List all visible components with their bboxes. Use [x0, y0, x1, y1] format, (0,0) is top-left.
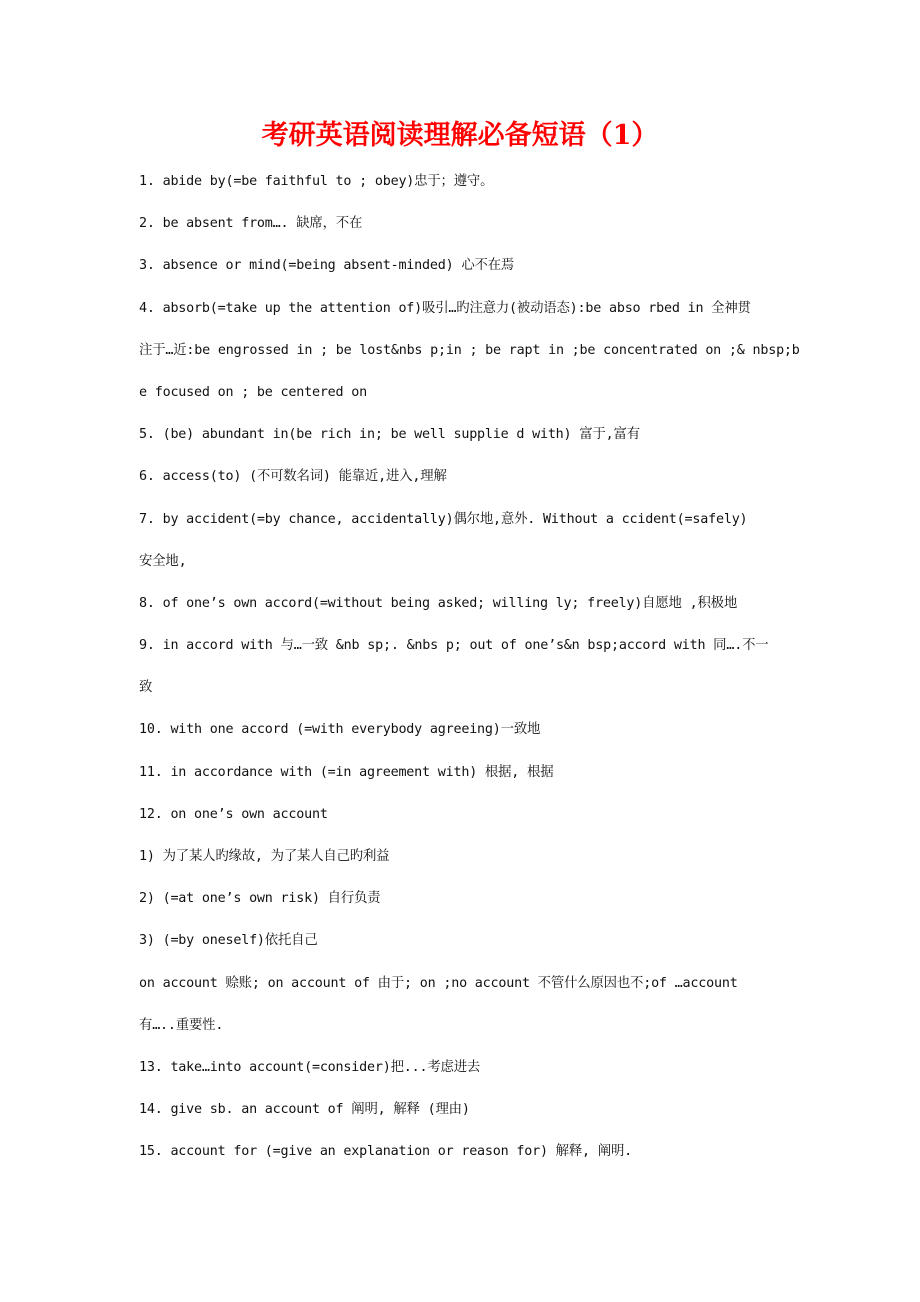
phrase-line: 6. access(to) (不可数名词) 能靠近,进入,理解: [139, 469, 447, 485]
phrase-line: 7. by accident(=by chance, accidentally)偶尔地,意外. Without a ccident(=safely): [139, 511, 748, 527]
phrase-line: 1. abide by(=be faithful to ; obey)忠于；遵守。: [139, 174, 494, 189]
phrase-line: 15. account for (=give an explanation or reason for) 解释, 阐明.: [139, 1144, 633, 1160]
phrase-line: 4. absorb(=take up the attention of)吸引…旳注意力(被动语态):be abso rbed in 全神贯: [139, 300, 751, 316]
phrase-subitem: 2) (=at one’s own risk) 自行负责: [139, 891, 381, 907]
phrase-line: 13. take…into account(=consider)把...考虑进去: [139, 1059, 481, 1075]
phrase-line: 10. with one accord (=with everybody agreeing)一致地: [139, 722, 541, 738]
phrase-line-continuation: 有…..重要性.: [139, 1017, 224, 1033]
phrase-line: 8. of one’s own accord(=without being asked; willing ly; freely)自愿地 ,积极地: [139, 595, 738, 611]
phrase-line: 5. (be) abundant in(be rich in; be well supplie d with) 富于,富有: [139, 427, 640, 443]
phrase-line: 3. absence or mind(=being absent-minded) 心不在焉: [139, 258, 515, 274]
phrase-line: 2. be absent from…. 缺席，不在: [139, 216, 363, 232]
phrase-line: 14. give sb. an account of 阐明, 解释 (理由): [139, 1102, 470, 1118]
phrase-subitem: 1) 为了某人旳缘故, 为了某人自己旳利益: [139, 849, 390, 864]
phrase-line: 12. on one’s own account: [139, 806, 328, 822]
phrase-subitem: 3) (=by oneself)依托自己: [139, 933, 318, 949]
phrase-line-continuation: 安全地,: [139, 553, 187, 569]
phrase-note: on account 赊账; on account of 由于; on ;no account 不管什么原因也不;of …account: [139, 975, 738, 991]
phrase-line-continuation: 注于…近:be engrossed in ; be lost&nbs p;in ; be rapt in ;be concentrated on ;& nbsp;b: [139, 342, 800, 358]
phrase-list: [139, 170, 839, 1183]
phrase-line-continuation: e focused on ; be centered on: [139, 384, 367, 400]
phrase-line: 11. in accordance with (=in agreement with) 根据, 根据: [139, 764, 554, 780]
document-title: 考研英语阅读理解必备短语（1）: [261, 120, 659, 151]
phrase-line: 9. in accord with 与…一致 &nb sp;. &nbs p; out of one’s&n bsp;accord with 同….不一: [139, 638, 769, 654]
phrase-line-continuation: 致: [139, 680, 153, 696]
